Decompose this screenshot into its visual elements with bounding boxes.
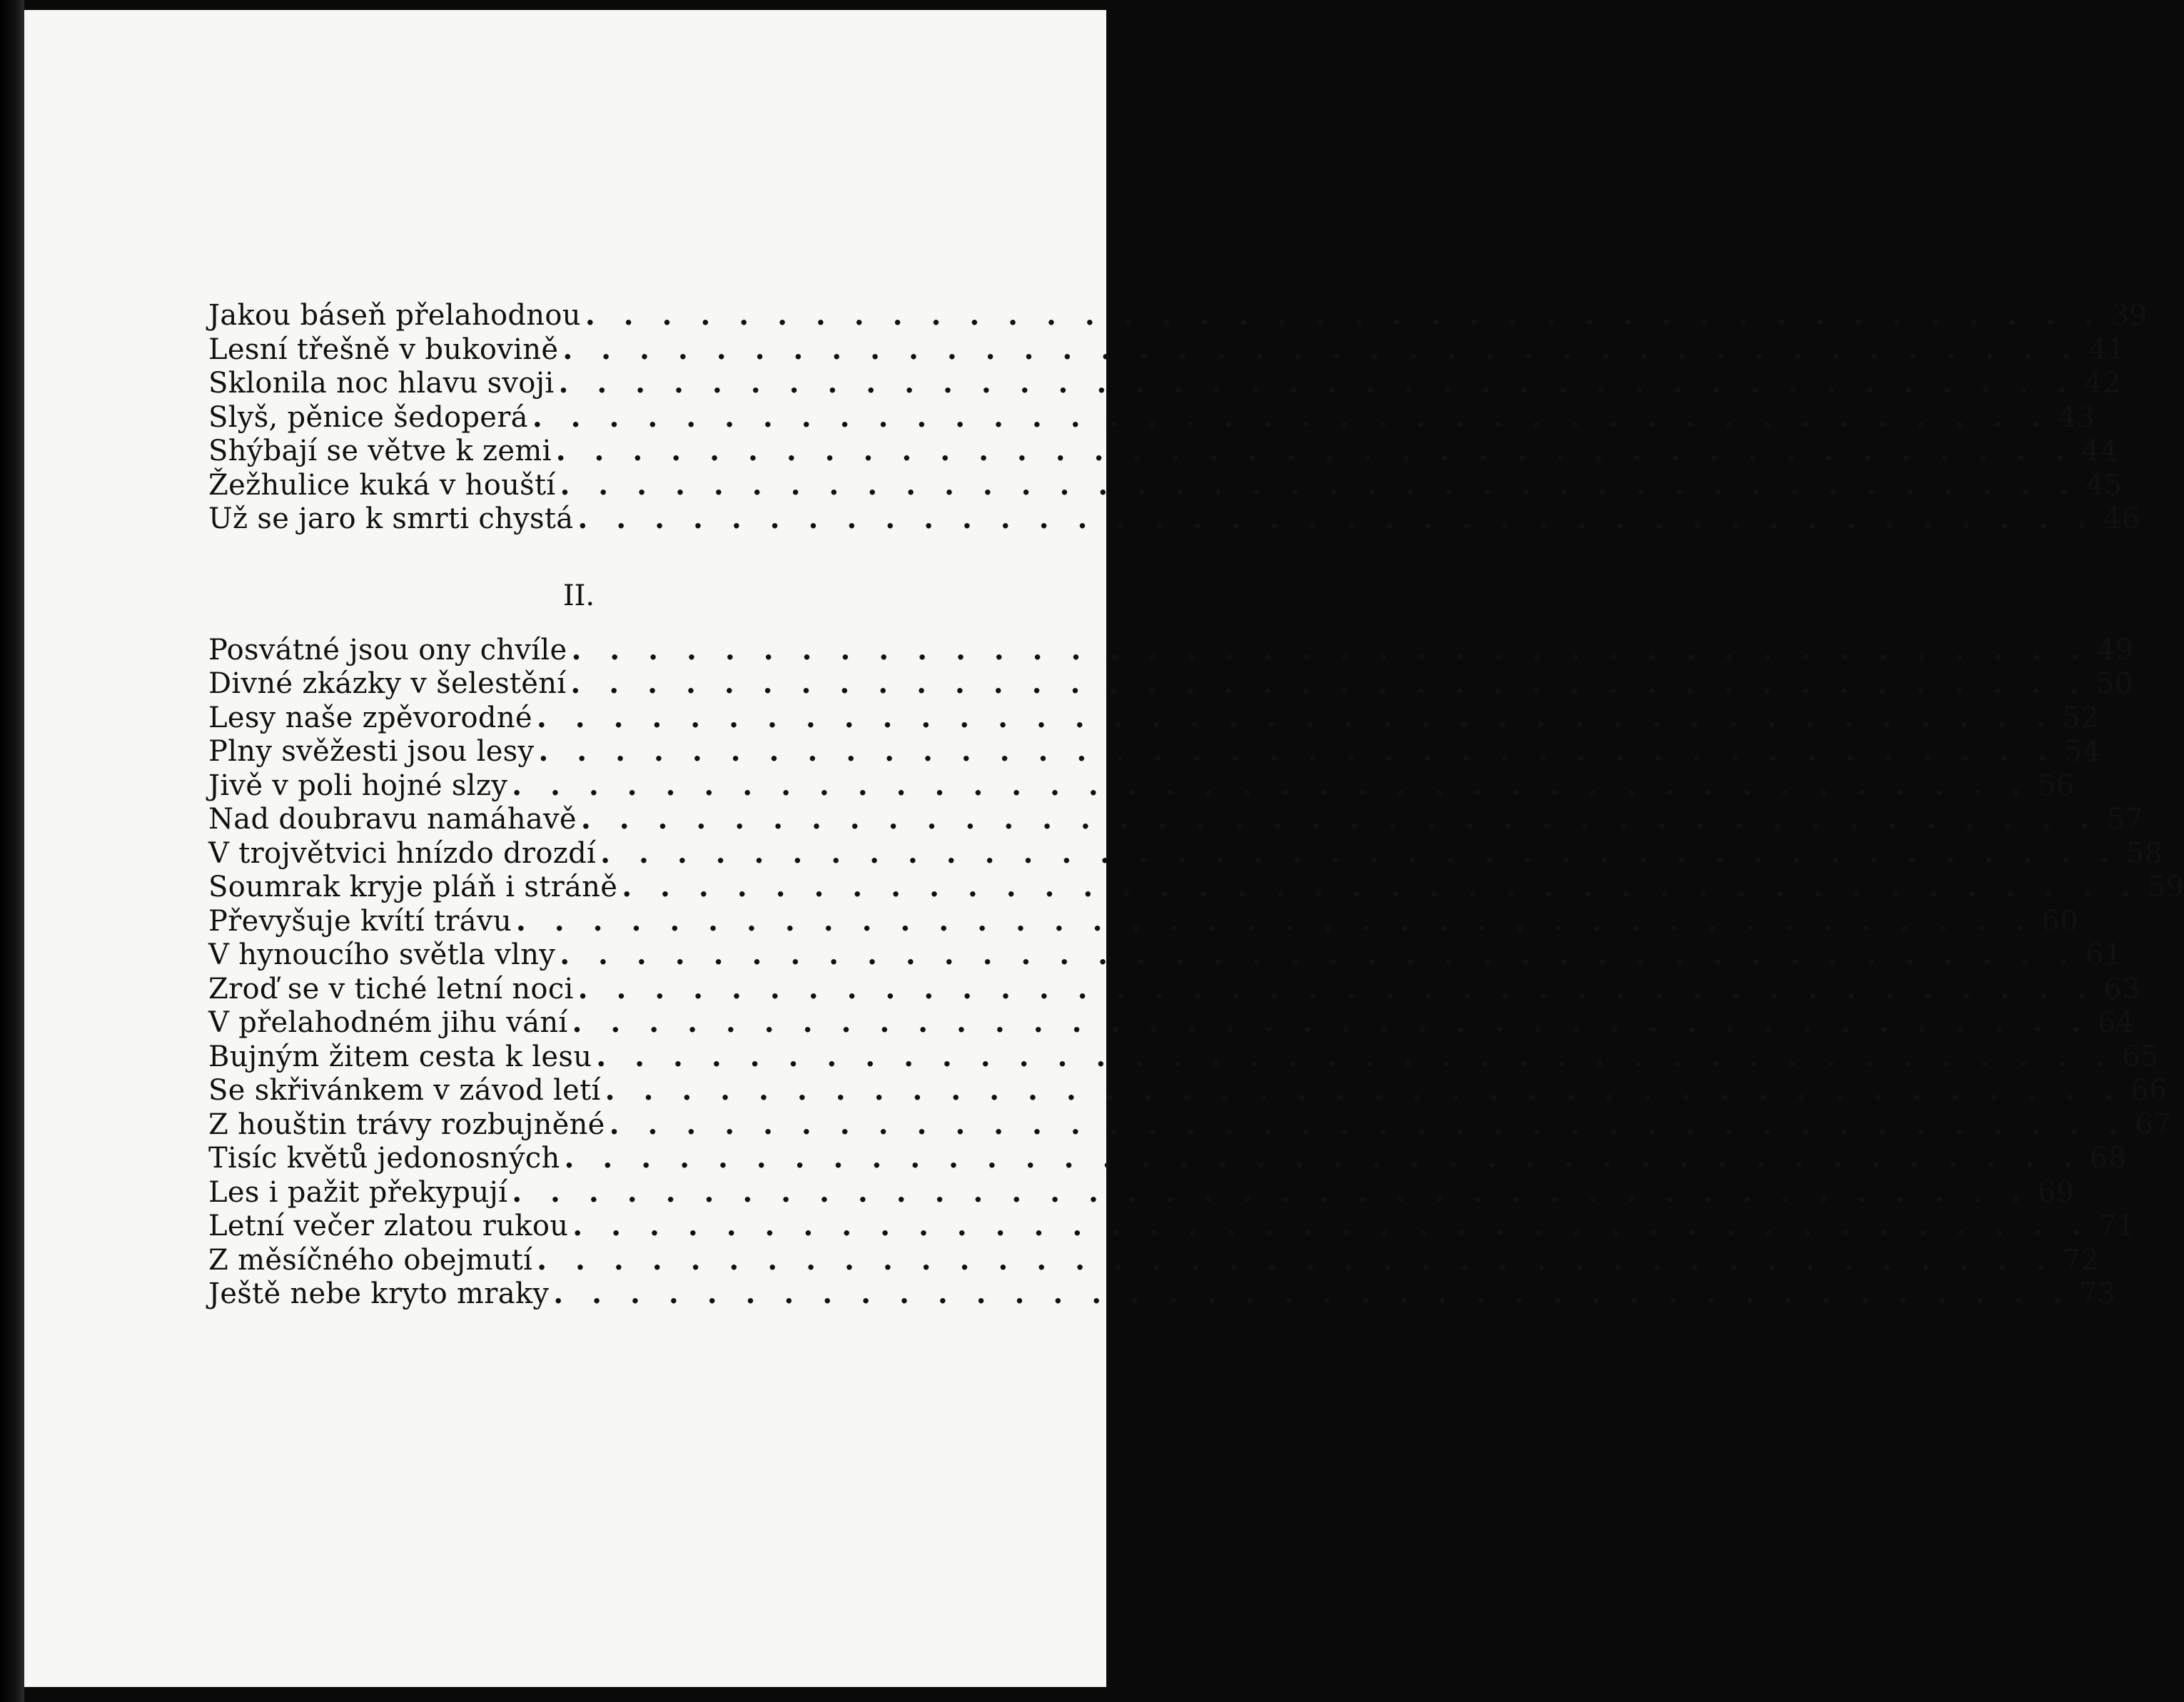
dot-leader: . . . . . . . . . . . . . . . . . . . . . . . . . . . . . . . . . . . . . . . . xyxy=(609,1107,2128,1141)
toc-entry xyxy=(208,1277,2116,1311)
dot-leader: . . . . . . . . . . . . . . . . . . . . . . . . . . . . . . . . . . . . . . . . xyxy=(560,938,2078,971)
toc-entry xyxy=(208,1242,2100,1277)
toc-entry-page: 45 xyxy=(2086,468,2123,502)
toc-entry-page: 65 xyxy=(2121,1040,2159,1073)
toc-entry xyxy=(208,332,2125,367)
toc-entry xyxy=(208,1006,2135,1040)
toc-entry xyxy=(208,434,2118,468)
toc-entry-title: Z měsíčného obejmutí xyxy=(208,1243,533,1277)
dot-leader: . . . . . . . . . . . . . . . . . . . . . . . . . . . . . . . . . . . . . . . . xyxy=(532,400,2051,434)
table-of-contents xyxy=(208,298,2184,1311)
toc-entry-title: Sklonila noc hlavu svoji xyxy=(208,367,555,400)
toc-entry-page: 42 xyxy=(2084,367,2121,400)
toc-entry xyxy=(208,971,2140,1006)
toc-entry xyxy=(208,700,2100,735)
toc-entry xyxy=(208,467,2123,502)
toc-entry-page: 72 xyxy=(2062,1243,2100,1277)
toc-entry-title: Lesní třešně v bukovině xyxy=(208,333,559,366)
toc-entry-page: 67 xyxy=(2135,1108,2172,1141)
dot-leader: . . . . . . . . . . . . . . . . . . . . . . . . . . . . . . . . . . . . . . . . xyxy=(577,971,2096,1006)
toc-entry-title: Převyšuje kvítí trávu xyxy=(208,904,512,938)
dot-leader: . . . . . . . . . . . . . . . . . . . . . . . . . . . . . . . . . . . . . . . . xyxy=(564,1141,2083,1175)
toc-entry xyxy=(208,870,2184,904)
toc-entry-title: Slyš, pěnice šedoperá xyxy=(208,400,528,434)
dot-leader: . . . . . . . . . . . . . . . . . . . . . . . . . . . . . . . . . . . . . . . . xyxy=(555,434,2074,467)
toc-entry-page: 57 xyxy=(2106,803,2143,836)
toc-entry-page: 60 xyxy=(2041,904,2079,938)
toc-entry xyxy=(208,1039,2159,1074)
toc-entry-title: Letní večer zlatou rukou xyxy=(208,1210,569,1242)
dot-leader: . . . . . . . . . . . . . . . . . . . . . . . . . . . . . . . . . . . . . . . . xyxy=(572,1209,2091,1242)
toc-entry-title: Plny svěžesti jsou lesy xyxy=(208,735,535,768)
dot-leader: . . . . . . . . . . . . . . . . . . . . . . . . . . . . . . . . . . . . . . . . xyxy=(553,1277,2072,1310)
toc-entry-page: 61 xyxy=(2085,938,2123,971)
toc-entry-page: 56 xyxy=(2037,769,2075,802)
toc-entry xyxy=(208,768,2075,803)
toc-entry-page: 50 xyxy=(2096,667,2133,700)
toc-entry-title: V trojvětvici hnízdo drozdí xyxy=(208,836,597,870)
toc-entry-page: 71 xyxy=(2098,1210,2135,1242)
section-heading: II. xyxy=(562,579,595,612)
dot-leader: . . . . . . . . . . . . . . . . . . . . . . . . . . . . . . . . . . . . . . . . xyxy=(562,332,2081,366)
toc-entry-title: Z houštin trávy rozbujněné xyxy=(208,1108,605,1141)
toc-entry-title: Bujným žitem cesta k lesu xyxy=(208,1040,592,1073)
dot-leader: . . . . . . . . . . . . . . . . . . . . . . . . . . . . . . . . . . . . . . . . xyxy=(596,1039,2115,1073)
dot-leader: . . . . . . . . . . . . . . . . . . . . . . . . . . . . . . . . . . . . . . . . xyxy=(538,734,2057,768)
toc-entry-page: 43 xyxy=(2058,400,2095,434)
toc-entry-title: Les i pažit překypují xyxy=(208,1175,508,1209)
toc-entry-title: Divné zkázky v šelestění xyxy=(208,667,567,700)
toc-entry-page: 59 xyxy=(2147,871,2184,903)
toc-entry-title: Už se jaro k smrti chystá xyxy=(208,502,574,535)
toc-entry-page: 73 xyxy=(2078,1277,2116,1310)
dot-leader: . . . . . . . . . . . . . . . . . . . . . . . . . . . . . . . . . . . . . . . . xyxy=(580,802,2099,836)
dot-leader: . . . . . . . . . . . . . . . . . . . . . . . . . . . . . . . . . . . . . . . . xyxy=(570,667,2089,700)
dot-leader: . . . . . . . . . . . . . . . . . . . . . . . . . . . . . . . . . . . . . . . . xyxy=(605,1073,2123,1107)
toc-entry xyxy=(208,903,2079,938)
toc-entry-title: Jivě v poli hojné slzy xyxy=(208,769,508,802)
toc-section-1 xyxy=(208,298,2148,536)
toc-entry-page: 41 xyxy=(2088,333,2125,366)
toc-entry xyxy=(208,632,2134,667)
toc-entry-title: Nad doubravu namáhavě xyxy=(208,803,577,836)
toc-entry-title: Ještě nebe kryto mraky xyxy=(208,1277,550,1310)
toc-entry xyxy=(208,938,2123,972)
toc-entry-page: 46 xyxy=(2103,502,2140,535)
dot-leader: . . . . . . . . . . . . . . . . . . . . . . . . . . . . . . . . . . . . . . . . xyxy=(571,632,2090,667)
toc-entry xyxy=(208,1141,2127,1175)
toc-entry-title: Posvátné jsou ony chvíle xyxy=(208,633,567,667)
dot-leader: . . . . . . . . . . . . . . . . . . . . . . . . . . . . . . . . . . . . . . . . xyxy=(572,1006,2091,1039)
toc-entry-title: Soumrak kryje pláň i stráně xyxy=(208,871,618,903)
toc-entry-title: Jakou báseň přelahodnou xyxy=(208,299,581,332)
toc-entry xyxy=(208,502,2140,536)
toc-entry xyxy=(208,1073,2168,1108)
toc-entry xyxy=(208,298,2148,333)
toc-entry-page: 64 xyxy=(2098,1006,2135,1039)
dot-leader: . . . . . . . . . . . . . . . . . . . . . . . . . . . . . . . . . . . . . . . . xyxy=(558,366,2077,400)
toc-entry-page: 49 xyxy=(2097,633,2134,667)
toc-entry-page: 66 xyxy=(2130,1074,2168,1107)
dot-leader: . . . . . . . . . . . . . . . . . . . . . . . . . . . . . . . . . . . . . . . . xyxy=(536,700,2056,734)
toc-entry xyxy=(208,400,2095,435)
toc-section-2 xyxy=(208,632,2184,1311)
dot-leader: . . . . . . . . . . . . . . . . . . . . . . . . . . . . . . . . . . . . . . . . xyxy=(512,768,2031,802)
dot-leader: . . . . . . . . . . . . . . . . . . . . . . . . . . . . . . . . . . . . . . . . xyxy=(537,1242,2056,1277)
dot-leader: . . . . . . . . . . . . . . . . . . . . . . . . . . . . . . . . . . . . . . . . xyxy=(515,903,2035,938)
dot-leader: . . . . . . . . . . . . . . . . . . . . . . . . . . . . . . . . . . . . . . . . xyxy=(585,298,2103,332)
toc-entry-page: 69 xyxy=(2037,1175,2075,1209)
dot-leader: . . . . . . . . . . . . . . . . . . . . . . . . . . . . . . . . . . . . . . . . xyxy=(600,836,2119,870)
toc-entry-page: 44 xyxy=(2081,435,2118,467)
toc-entry-page: 39 xyxy=(2110,299,2148,332)
toc-entry xyxy=(208,1209,2135,1243)
toc-entry-page: 58 xyxy=(2125,836,2163,870)
toc-entry-title: Se skřivánkem v závod letí xyxy=(208,1074,601,1107)
toc-entry-title: Zroď se v tiché letní noci xyxy=(208,972,574,1006)
dot-leader: . . . . . . . . . . . . . . . . . . . . . . . . . . . . . . . . . . . . . . . . xyxy=(560,467,2078,502)
toc-entry xyxy=(208,836,2163,871)
toc-entry xyxy=(208,802,2143,836)
dot-leader: . . . . . . . . . . . . . . . . . . . . . . . . . . . . . . . . . . . . . . . . xyxy=(577,502,2096,535)
page-edge-shadow xyxy=(0,0,24,1702)
toc-entry-title: V hynoucího světla vlny xyxy=(208,938,556,971)
toc-entry xyxy=(208,366,2121,400)
toc-entry-page: 68 xyxy=(2090,1142,2127,1175)
toc-entry-title: V přelahodném jihu vání xyxy=(208,1006,568,1039)
toc-entry-page: 54 xyxy=(2064,735,2101,768)
toc-entry-title: Tisíc květů jedonosných xyxy=(208,1142,560,1175)
toc-entry-title: Žežhulice kuká v houští xyxy=(208,468,556,502)
toc-entry xyxy=(208,1175,2075,1210)
toc-entry xyxy=(208,1107,2172,1142)
toc-entry-title: Shýbají se větve k zemi xyxy=(208,435,552,467)
toc-entry-page: 52 xyxy=(2062,701,2100,734)
toc-entry xyxy=(208,667,2133,701)
toc-entry-title: Lesy naše zpěvorodné xyxy=(208,701,532,734)
dot-leader: . . . . . . . . . . . . . . . . . . . . . . . . . . . . . . . . . . . . . . . . xyxy=(622,870,2140,903)
dot-leader: . . . . . . . . . . . . . . . . . . . . . . . . . . . . . . . . . . . . . . . . xyxy=(512,1175,2031,1209)
toc-entry-page: 63 xyxy=(2103,972,2140,1006)
toc-entry xyxy=(208,734,2101,769)
